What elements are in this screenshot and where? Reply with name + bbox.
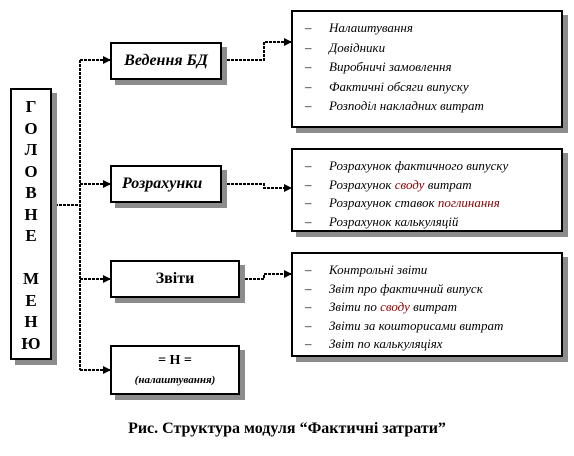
item-text: Фактичні обсяги випуску	[329, 78, 469, 94]
bullet-dash: –	[305, 158, 312, 173]
highlighted-term: своду	[380, 299, 410, 314]
bullet-dash: –	[305, 213, 312, 229]
category-reports[interactable]	[110, 260, 240, 298]
list-item	[305, 195, 557, 211]
bullet-dash: –	[305, 78, 312, 94]
list-item	[305, 158, 557, 174]
details-database	[291, 10, 563, 128]
main-menu-letter: Н	[24, 204, 38, 224]
main-menu-letter: Е	[25, 226, 37, 245]
bullet-dash: –	[305, 195, 312, 210]
bullet-dash: –	[305, 299, 312, 314]
list-item	[305, 299, 557, 315]
category-calculations-label: Розрахунки	[122, 175, 203, 192]
list-item	[305, 177, 557, 193]
figure-caption: Рис. Структура модуля “Фактичні затрати”	[128, 420, 446, 437]
main-menu-letter: Л	[24, 140, 38, 159]
main-menu-box[interactable]	[10, 88, 52, 360]
category-database[interactable]	[110, 42, 222, 80]
item-text: Довідники	[329, 39, 386, 55]
bullet-dash: –	[305, 317, 312, 333]
list-item	[305, 281, 557, 297]
bullet-dash: –	[305, 98, 312, 113]
highlighted-term: поглинання	[437, 195, 500, 210]
list-item	[305, 336, 557, 352]
list-item	[305, 214, 557, 230]
main-menu-letter: Е	[25, 290, 37, 310]
item-text: Звіт по калькуляціях	[329, 336, 443, 351]
main-menu-letter: В	[25, 183, 37, 202]
list-item	[305, 98, 557, 114]
list-item	[305, 318, 557, 334]
details-reports	[291, 252, 563, 357]
bullet-dash: –	[305, 59, 312, 74]
category-settings[interactable]	[110, 345, 240, 395]
category-database-label: Ведення БД	[124, 52, 208, 69]
highlighted-term: своду	[394, 176, 425, 192]
item-text: Звіти за кошторисами витрат	[329, 317, 504, 333]
item-text: Налаштування	[329, 20, 413, 35]
list-item	[305, 262, 557, 278]
list-item	[305, 40, 557, 56]
bullet-dash: –	[305, 39, 312, 55]
main-menu-letter: Ю	[21, 333, 41, 353]
item-text: Розрахунок фактичного випуску	[329, 158, 509, 173]
main-menu-letter: О	[24, 118, 38, 138]
item-text: витрат	[409, 299, 458, 314]
list-item	[305, 20, 557, 36]
category-calculations[interactable]	[110, 165, 222, 203]
item-text: Виробничі замовлення	[329, 59, 452, 74]
bullet-dash: –	[305, 336, 312, 351]
item-text: Розподіл накладних витрат	[329, 98, 484, 113]
category-settings-label: = Н =	[158, 353, 192, 368]
main-menu-letter: Г	[25, 97, 37, 116]
main-menu-letter: Н	[24, 312, 38, 331]
item-text: Розрахунок ставок	[329, 195, 438, 210]
list-item	[305, 59, 557, 75]
category-settings-sublabel: (налаштування)	[134, 374, 216, 386]
main-menu-letter: М	[22, 269, 40, 288]
arrow-to-det-2	[245, 274, 291, 279]
bullet-dash: –	[305, 262, 312, 277]
item-text: Звіти по	[329, 299, 381, 314]
item-text: Розрахунок калькуляцій	[329, 213, 459, 229]
main-menu-letter: О	[24, 161, 38, 181]
bullet-dash: –	[305, 20, 312, 35]
bullet-dash: –	[305, 280, 312, 296]
arrow-to-det-1	[227, 184, 291, 188]
bullet-dash: –	[305, 176, 312, 192]
category-reports-label: Звіти	[155, 270, 195, 287]
details-calculations	[291, 148, 563, 232]
list-item	[305, 79, 557, 95]
item-text: Звіт про фактичний випуск	[329, 280, 483, 296]
item-text: Розрахунок	[329, 176, 395, 192]
arrow-to-det-0	[227, 42, 291, 60]
item-text: витрат	[424, 176, 472, 192]
item-text: Контрольні звіти	[329, 262, 428, 277]
